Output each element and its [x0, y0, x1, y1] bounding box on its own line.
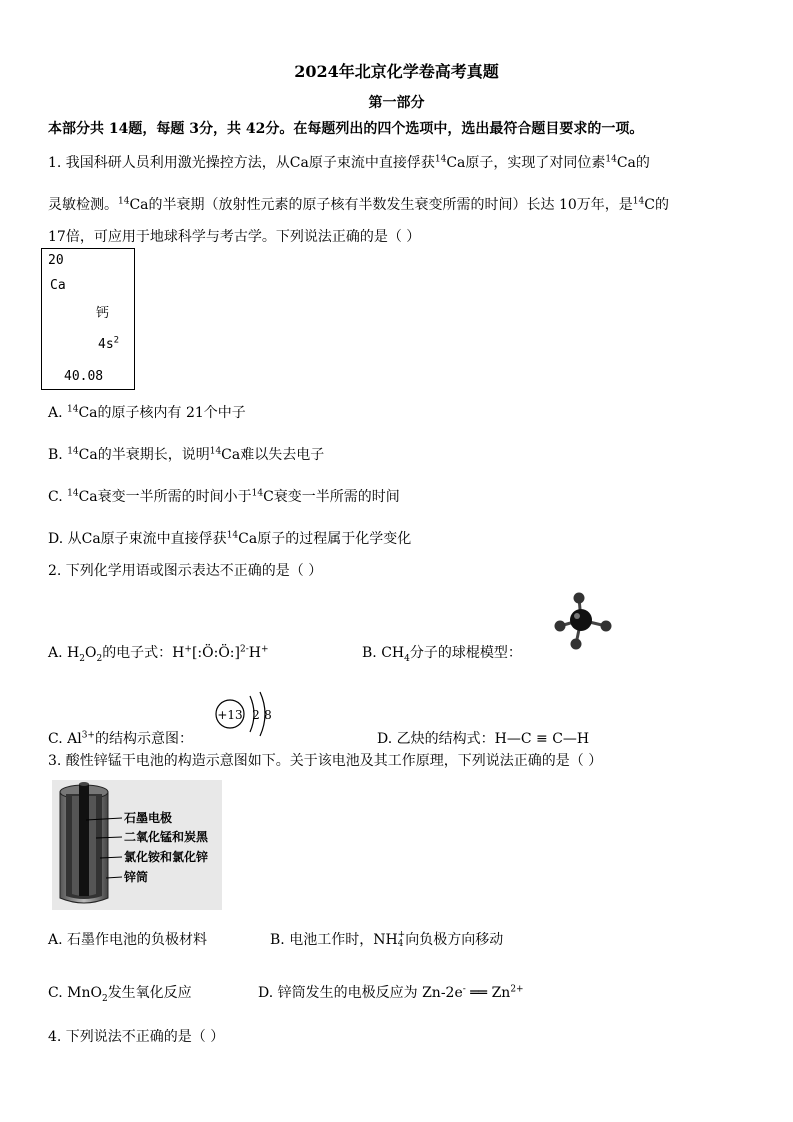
q2-option-b: B. $CH_4$分子的球棍模型：	[362, 645, 522, 664]
electron-config: $4s^2$	[98, 335, 120, 352]
atomic-mass: 40.08	[64, 369, 104, 384]
q3-stem: 3. 酸性锌锰干电池的构造示意图如下。关于该电池及其工作原理，下列说法正确的是（ ）	[48, 753, 603, 769]
atomic-number: 20	[48, 253, 64, 268]
al-nucleus-label: +13	[217, 708, 243, 722]
q3-option-c: C. MnO$_2$发生氧化反应	[48, 985, 192, 1004]
q1-option-d: D. 从Ca原子束流中直接俘获$^{14}$Ca原子的过程属于化学变化	[48, 530, 412, 547]
element-symbol: Ca	[50, 278, 66, 293]
q1-line-1: 1. 我国科研人员利用激光操控方法，从Ca原子束流中直接俘获$^{14}$Ca原子，实现了对同位素$^{14}$Ca的	[48, 154, 650, 171]
q2-option-d: D. 乙炔的结构式：H—C ≡ C—H	[377, 731, 590, 747]
section-instruction: 本部分共 14题，每题 3分，共 42分。在每题列出的四个选项中，选出最符合题目要求的一项。	[48, 121, 644, 137]
page-title: 2024年北京化学卷高考真题	[294, 62, 499, 81]
al-shell-2: 8	[264, 708, 272, 722]
q4-stem: 4. 下列说法不正确的是（ ）	[48, 1029, 225, 1045]
element-card-calcium	[41, 248, 135, 390]
q1-option-c: C. $^{14}$Ca衰变一半所需的时间小于$^{14}$C衰变一半所需的时间	[48, 488, 400, 505]
label-zinc-can: 锌筒	[124, 870, 149, 884]
q2-stem: 2. 下列化学用语或图示表达不正确的是（ ）	[48, 563, 323, 579]
label-graphite-electrode: 石墨电极	[124, 811, 173, 825]
q2-option-c: C. $Al^{3+}$的结构示意图：	[48, 730, 193, 747]
label-nh4cl-zncl2: 氯化铵和氯化锌	[124, 850, 209, 864]
q3-option-d: D. 锌筒发生的电极反应为 Zn-2e- ══ $Zn^{2+}$	[258, 984, 524, 1001]
q1-option-a: A. $^{14}$Ca的原子核内有 21个中子	[48, 404, 246, 421]
q3-option-b: B. 电池工作时，NH + 4 向负极方向移动	[270, 930, 504, 949]
al3-structure-diagram	[212, 688, 282, 738]
al-shell-1: 2	[252, 708, 260, 722]
dry-cell-diagram	[52, 780, 222, 910]
element-name: 钙	[96, 306, 110, 321]
label-mno2-carbon: 二氧化锰和炭黑	[124, 830, 209, 844]
ch4-ball-stick-model	[548, 590, 618, 652]
q2-option-a: A. $H_2O_2$的电子式：H+[:Ö:Ö:]$^{2-}$H+	[48, 644, 269, 664]
q1-line-3: 17倍，可应用于地球科学与考古学。下列说法正确的是（ ）	[48, 229, 421, 245]
part-heading: 第一部分	[368, 95, 425, 111]
q1-option-b: B. $^{14}$Ca的半衰期长，说明$^{14}$Ca难以失去电子	[48, 446, 325, 463]
q1-line-2: 灵敏检测。$^{14}$Ca的半衰期（放射性元素的原子核有半数发生衰变所需的时间）长达 10万年，是$^{14}$C的	[48, 196, 669, 213]
q3-option-a: A. 石墨作电池的负极材料	[48, 932, 208, 948]
